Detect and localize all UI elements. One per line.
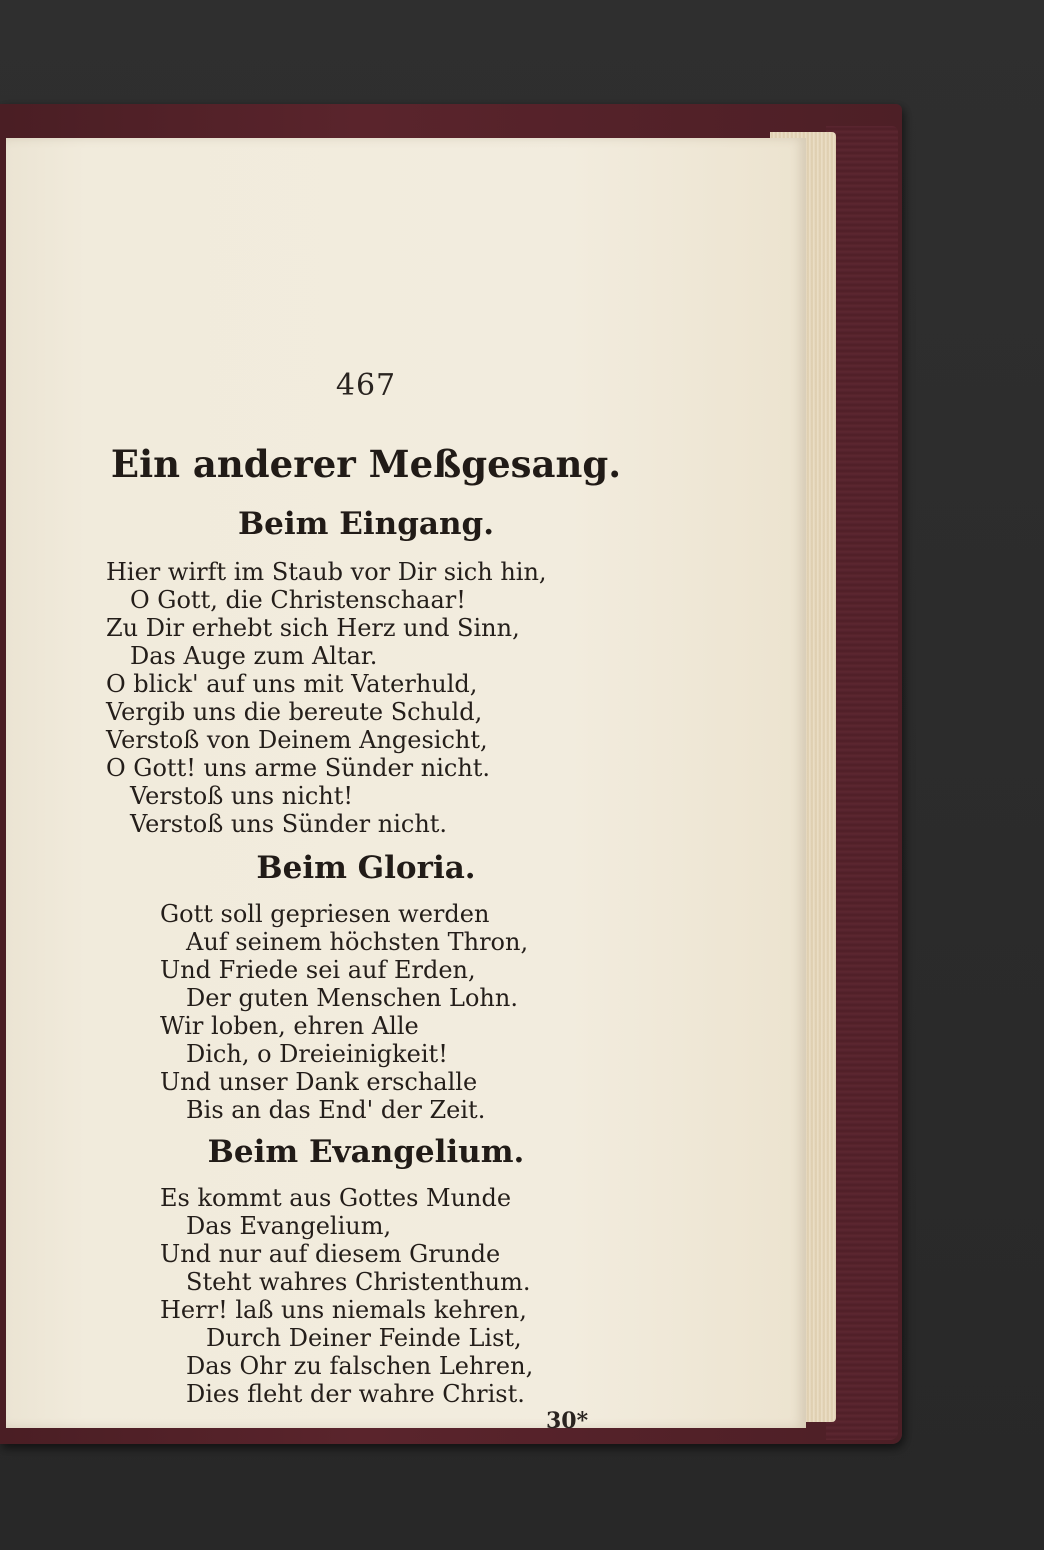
- verse-line: Und Friede sei auf Erden,: [160, 956, 476, 984]
- verse-line: Durch Deiner Feinde List,: [206, 1324, 522, 1352]
- verse-line: Hier wirft im Staub vor Dir sich hin,: [106, 558, 547, 586]
- section-heading-gloria: Beim Gloria.: [256, 850, 476, 886]
- verse-line: Das Evangelium,: [186, 1212, 392, 1240]
- verse-line: Bis an das End' der Zeit.: [186, 1096, 486, 1124]
- verse-line: Verstoß uns Sünder nicht.: [130, 810, 448, 838]
- verse-line: Und nur auf diesem Grunde: [160, 1240, 501, 1268]
- verse-line: Dich, o Dreieinigkeit!: [186, 1040, 448, 1068]
- verse-line: Wir loben, ehren Alle: [160, 1012, 419, 1040]
- verse-line: Verstoß von Deinem Angesicht,: [106, 726, 488, 754]
- hymn-title: Ein anderer Meßgesang.: [110, 442, 622, 486]
- verse-line: Vergib uns die bereute Schuld,: [106, 698, 483, 726]
- verse-line: Und unser Dank erschalle: [160, 1068, 478, 1096]
- section-heading-evangelium: Beim Evangelium.: [207, 1134, 525, 1170]
- verse-line: Gott soll gepriesen werden: [160, 900, 490, 928]
- cover-edge: [826, 126, 898, 1440]
- verse-line: Auf seinem höchsten Thron,: [186, 928, 529, 956]
- verse-line: Zu Dir erhebt sich Herz und Sinn,: [106, 614, 520, 642]
- verse-line: Es kommt aus Gottes Munde: [160, 1184, 512, 1212]
- verse-line: Dies fleht der wahre Christ.: [186, 1380, 525, 1408]
- verse-line: O blick' auf uns mit Vaterhuld,: [106, 670, 478, 698]
- verse-line: O Gott! uns arme Sünder nicht.: [106, 754, 491, 782]
- signature-mark: 30*: [546, 1408, 589, 1434]
- verse-line: Das Auge zum Altar.: [130, 642, 378, 670]
- verse-line: Der guten Menschen Lohn.: [186, 984, 518, 1012]
- book-page: [6, 138, 806, 1434]
- verse-line: Das Ohr zu falschen Lehren,: [186, 1352, 534, 1380]
- section-heading-eingang: Beim Eingang.: [237, 506, 494, 542]
- page-number: 467: [335, 368, 397, 403]
- verse-line: Steht wahres Christenthum.: [186, 1268, 531, 1296]
- verse-line: Verstoß uns nicht!: [130, 782, 354, 810]
- verse-line: O Gott, die Christenschaar!: [130, 586, 466, 614]
- verse-line: Herr! laß uns niemals kehren,: [160, 1296, 527, 1324]
